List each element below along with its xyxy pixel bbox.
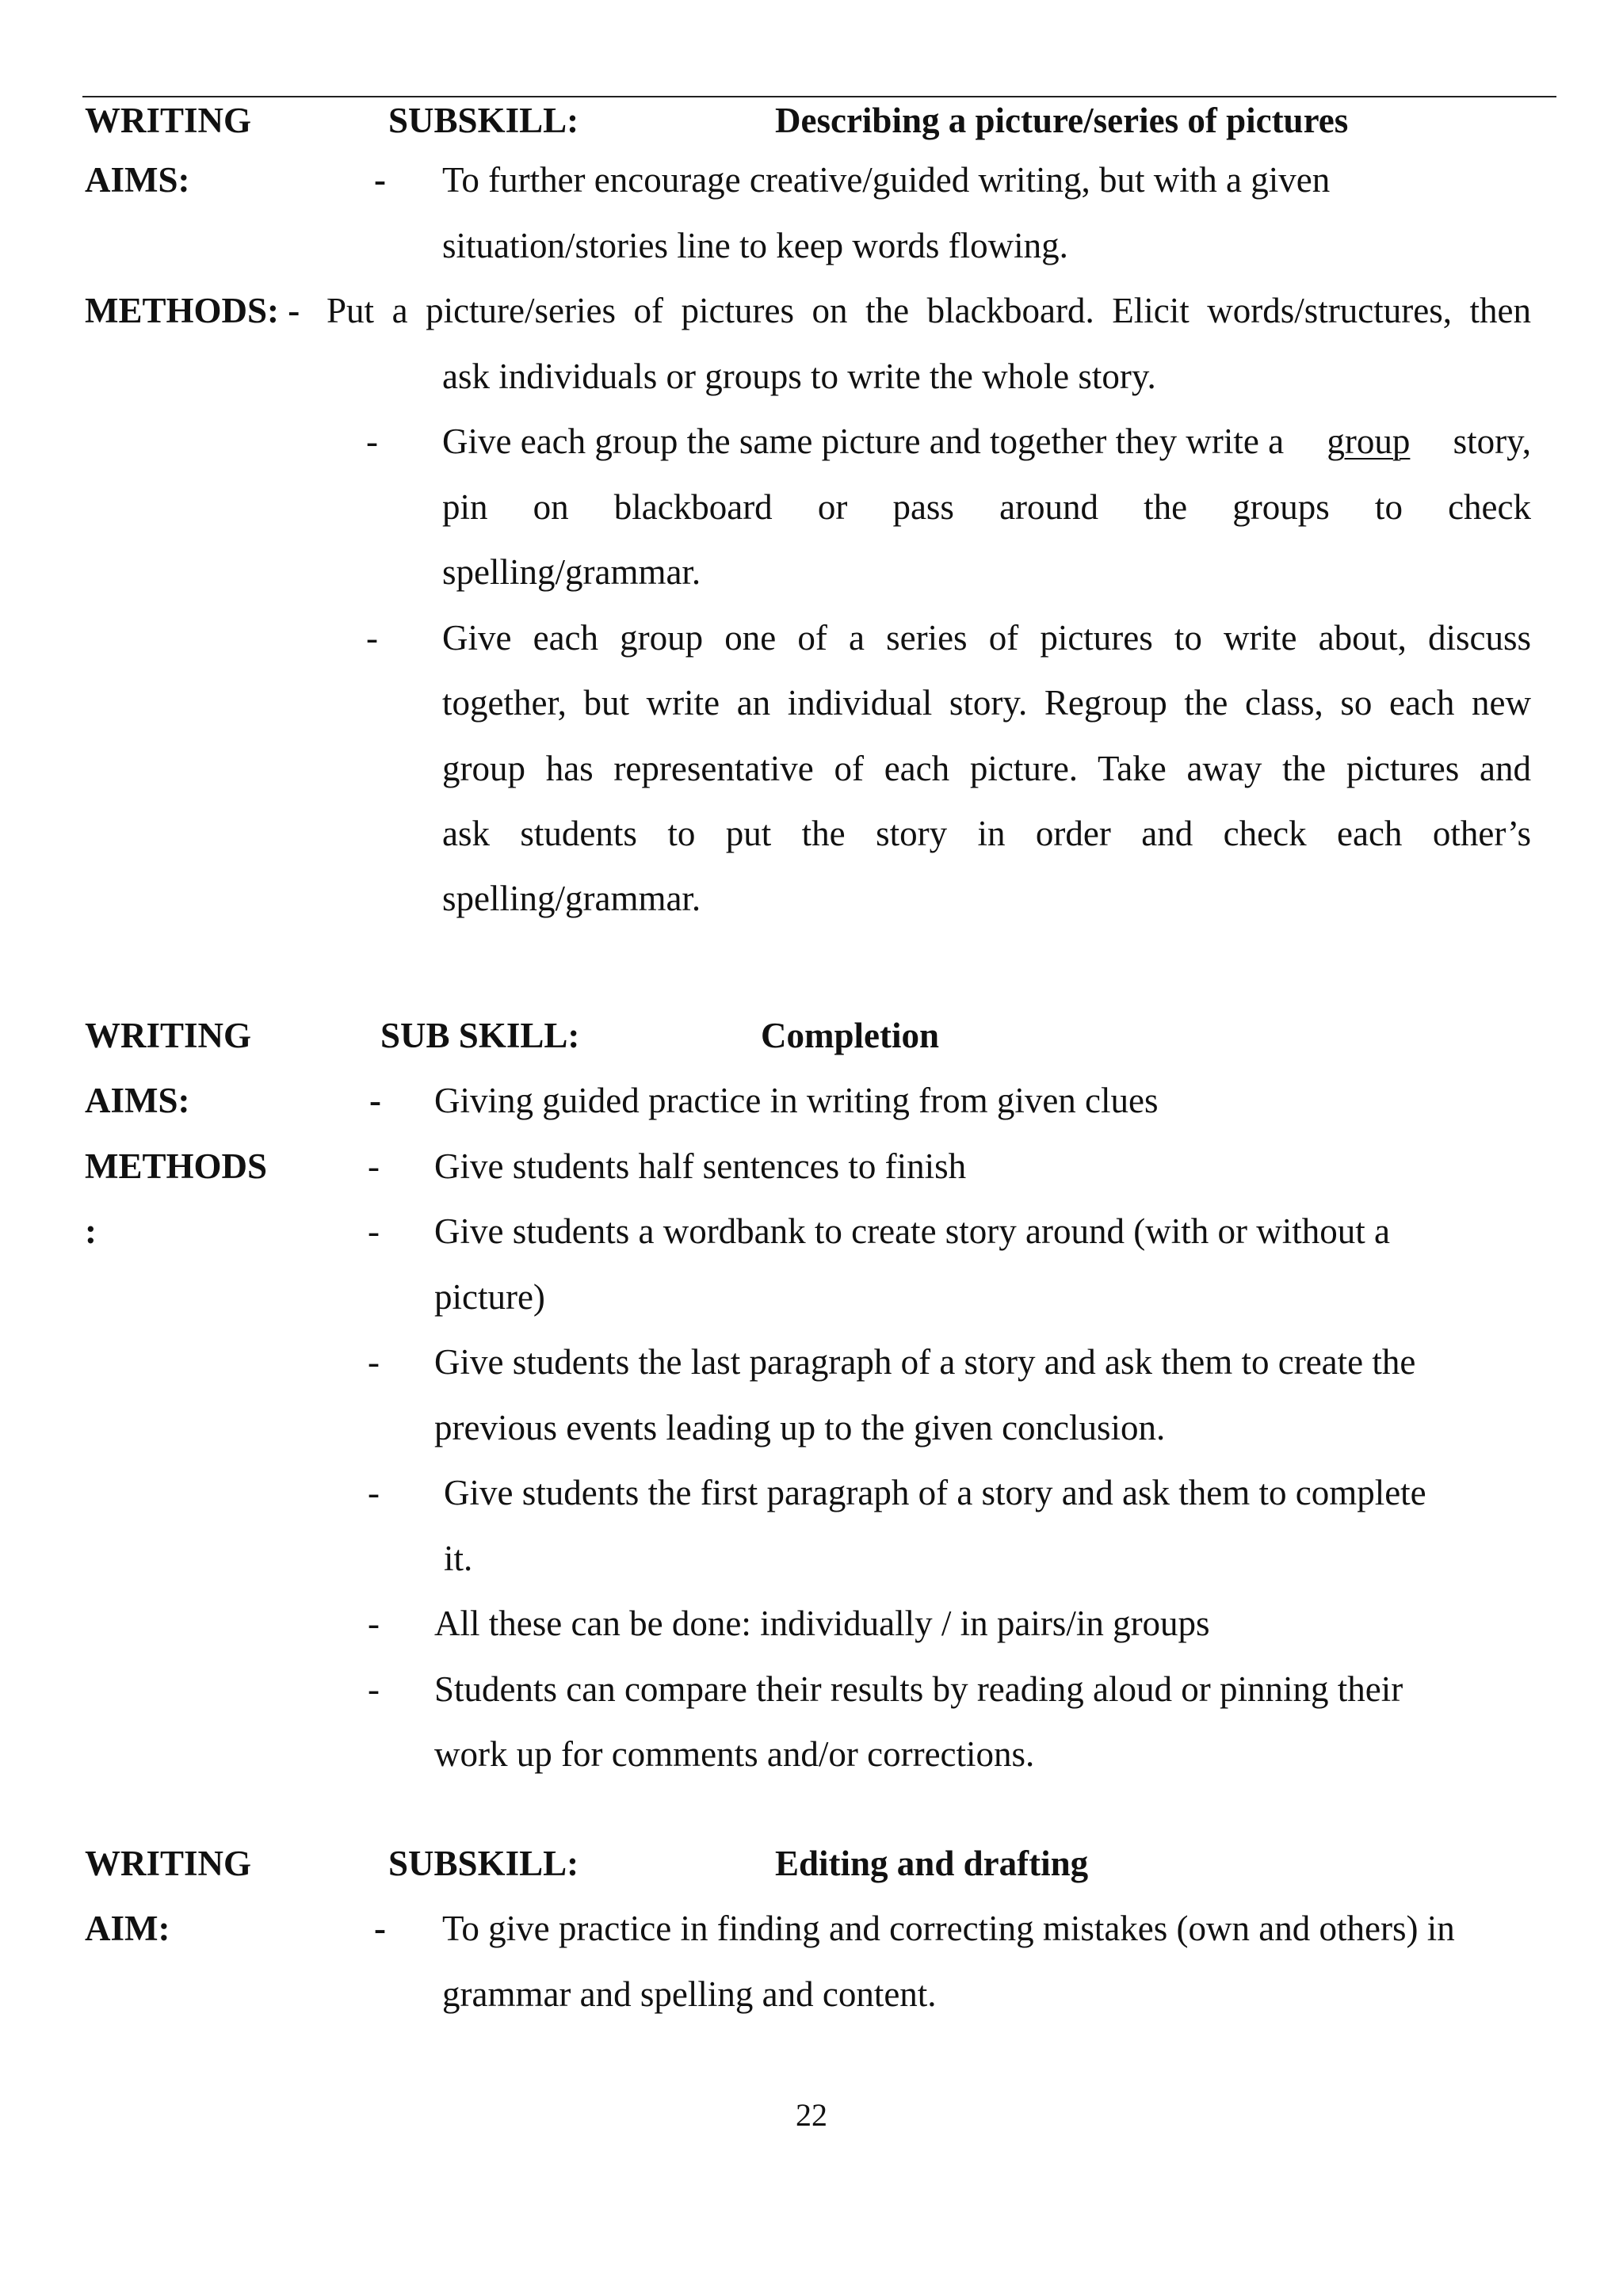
section2-item3-line2: previous events leading up to the given conclusion. (434, 1408, 1166, 1447)
section1-item3-line2: together, but write an individual story. Regroup the class, so each new (442, 683, 1531, 723)
section2-item4-line2: it. (444, 1539, 473, 1578)
section2-aims-text: Giving guided practice in writing from given clues (434, 1081, 1159, 1120)
section3-aim-line2: grammar and spelling and content. (442, 1974, 937, 2014)
section2-item2-line1: Give students a wordbank to create story around (with or without a (434, 1211, 1390, 1251)
section3-aim-dash: - (374, 1909, 386, 1948)
section1-item2-underlined-word: group (1327, 421, 1411, 461)
section2-heading-topic: Completion (761, 1016, 939, 1055)
section2-item4-dash: - (368, 1473, 380, 1512)
section1-item2-dash: - (366, 421, 378, 461)
section3-heading-writing: WRITING (85, 1844, 252, 1883)
section2-item5: All these can be done: individually / in pairs/in groups (434, 1604, 1210, 1643)
section2-item6-line1: Students can compare their results by reading aloud or pinning their (434, 1669, 1403, 1709)
section2-item1: Give students half sentences to finish (434, 1146, 967, 1186)
section1-item2-text-end: story, (1453, 421, 1531, 461)
section2-item1-dash: - (368, 1146, 380, 1186)
section1-aims-line1: To further encourage creative/guided writing, but with a given (442, 160, 1331, 200)
section2-item3-line1: Give students the last paragraph of a story and ask them to create the (434, 1342, 1416, 1382)
section1-item3-line4: ask students to put the story in order and check each other’s (442, 814, 1531, 853)
section3-aim-line1: To give practice in finding and correcting mistakes (own and others) in (442, 1909, 1455, 1948)
section2-item5-dash: - (368, 1604, 380, 1643)
section1-item3-line3: group has representative of each picture. Take away the pictures and (442, 749, 1531, 788)
section2-item2-line2: picture) (434, 1277, 545, 1317)
section1-item3-line1: Give each group one of a series of pictures to write about, discuss (442, 618, 1531, 658)
section1-aims-dash: - (374, 160, 386, 200)
section1-methods-label: METHODS: - (85, 291, 300, 330)
section1-heading-subskill: SUBSKILL: (388, 101, 579, 140)
section1-heading-writing: WRITING (85, 101, 252, 140)
page-number: 22 (796, 2097, 827, 2133)
section3-aim-label: AIM: (85, 1909, 170, 1948)
section1-item2-line3: spelling/grammar. (442, 552, 701, 592)
section1-item2-text: Give each group the same picture and together they write a (442, 421, 1285, 461)
section1-heading-topic: Describing a picture/series of pictures (775, 101, 1349, 140)
section3-heading-subskill: SUBSKILL: (388, 1844, 579, 1883)
section2-item3-dash: - (368, 1342, 380, 1382)
section1-aims-label: AIMS: (85, 160, 190, 200)
section2-heading-subskill: SUB SKILL: (380, 1016, 580, 1055)
section1-item3-line5: spelling/grammar. (442, 879, 701, 918)
section1-item2-line2: pin on blackboard or pass around the groups to check (442, 487, 1531, 527)
section1-item3-dash: - (366, 618, 378, 658)
section1-methods-line2: ask individuals or groups to write the whole story. (442, 357, 1156, 396)
section2-aims-label: AIMS: (85, 1081, 190, 1120)
section2-heading-writing: WRITING (85, 1016, 252, 1055)
section2-item4-line1: Give students the first paragraph of a story and ask them to complete (444, 1473, 1426, 1512)
section2-methods-label: METHODS (85, 1146, 268, 1186)
section3-heading-topic: Editing and drafting (775, 1844, 1089, 1883)
header-rule (82, 96, 1556, 97)
section1-aims-line2: situation/stories line to keep words flowing. (442, 226, 1068, 265)
section2-aims-dash: - (369, 1081, 381, 1120)
section2-methods-colon: : (85, 1211, 97, 1251)
section2-item6-dash: - (368, 1669, 380, 1709)
section2-item6-line2: work up for comments and/or corrections. (434, 1734, 1035, 1774)
section1-item2-line1 (442, 421, 1531, 461)
section2-item2-dash: - (368, 1211, 380, 1251)
section1-methods-line1: Put a picture/series of pictures on the blackboard. Elicit words/structures, then (327, 291, 1531, 330)
